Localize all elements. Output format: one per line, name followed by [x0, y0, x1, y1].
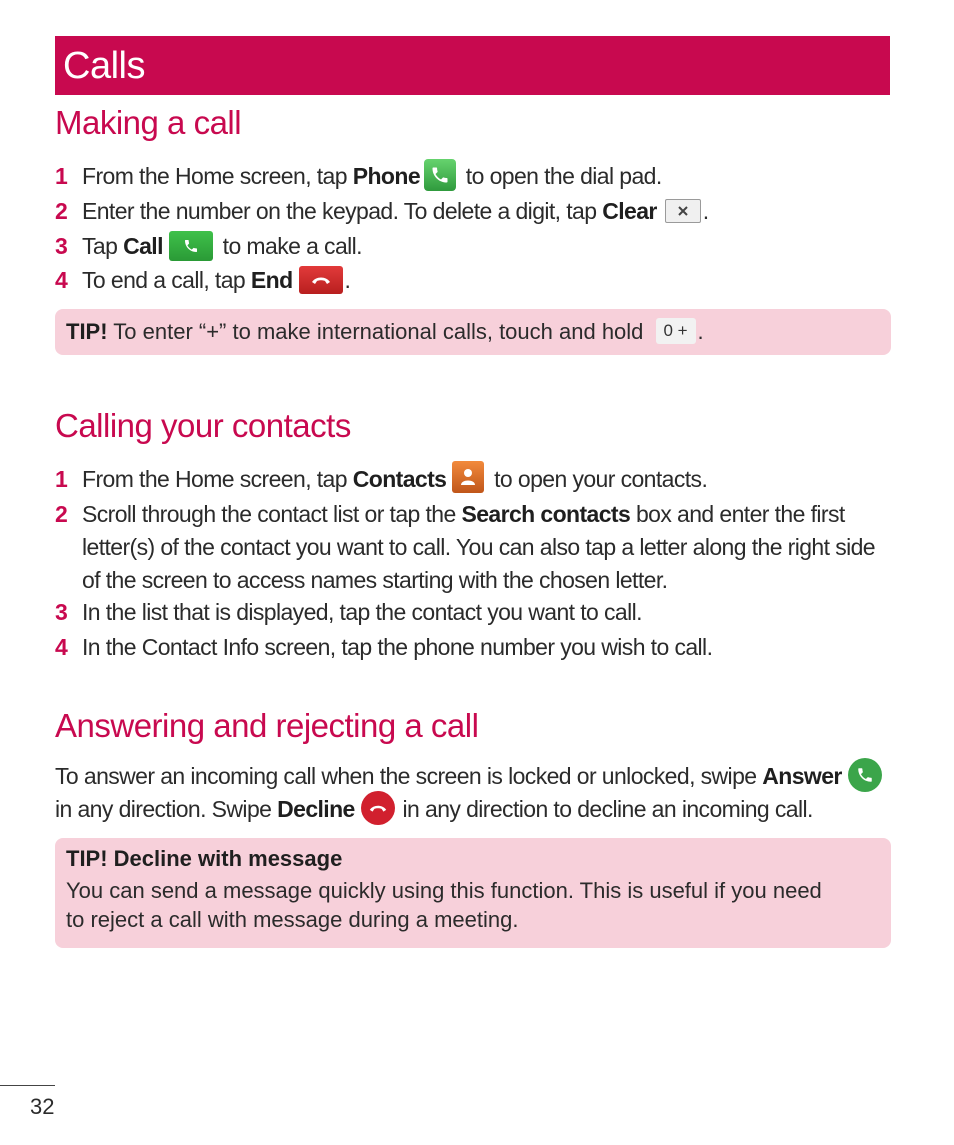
- answer-call-icon: [848, 758, 882, 792]
- tip-box: TIP! To enter “+” to make international calls, touch and hold 0 + .: [55, 309, 891, 355]
- call-button-icon: [169, 231, 213, 261]
- page-title: Calls: [63, 45, 145, 87]
- end-call-icon: [299, 266, 343, 294]
- zero-plus-key-icon: 0 +: [656, 318, 696, 344]
- heading-making-a-call: Making a call: [55, 104, 242, 141]
- contacts-app-icon: [452, 461, 484, 493]
- paragraph: in any direction. Swipe Decline in any direction to decline an incoming call.: [55, 793, 890, 826]
- tip-box-decline-with-message: TIP! Decline with message You can send a message quickly using this function. This is useful if you need to reject a call with message during a meeting.: [55, 838, 891, 948]
- footer-rule: [0, 1085, 55, 1086]
- section-banner: [55, 36, 890, 95]
- phone-app-icon: [424, 159, 456, 191]
- page-number: 32: [30, 1094, 55, 1119]
- backspace-clear-icon: [665, 199, 701, 223]
- paragraph: To answer an incoming call when the screen is locked or unlocked, swipe Answer: [55, 760, 890, 793]
- heading-calling-your-contacts: Calling your contacts: [55, 407, 351, 444]
- heading-answering-rejecting: Answering and rejecting a call: [55, 707, 479, 744]
- decline-call-icon: [361, 791, 395, 825]
